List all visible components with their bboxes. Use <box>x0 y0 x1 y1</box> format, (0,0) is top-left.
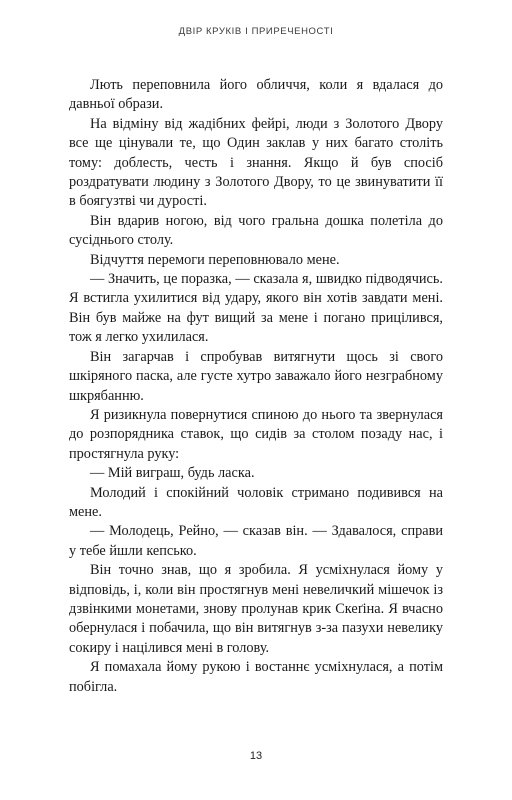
running-header: ДВІР КРУКІВ І ПРИРЕЧЕНОСТІ <box>178 26 334 37</box>
page-number: 13 <box>249 750 263 762</box>
paragraph: На відміну від жадібних фейрі, люди з Золотого Двору все ще цінували те, що Один заклав у них багато століть тому: доблесть, честь і знання. Якщо й був спосіб роздратувати людину з Золотого Двору, то це звинуватити її в боягузтві чи дурості. <box>69 115 443 210</box>
paragraph: — Молодець, Рейно, — сказав він. — Здавалося, справи у тебе йшли кепсько. <box>69 523 443 559</box>
paragraph: Він загарчав і спробував витягнути щось зі свого шкіряного паска, але густе хутро заважало його незграбному шкрябанню. <box>69 348 443 404</box>
paragraph: Відчуття перемоги переповнювало мене. <box>90 251 340 268</box>
paragraph: — Значить, це поразка, — сказала я, швидко підводячись. Я встигла ухилитися від удару, якого він хотів завдати мені. Він був майже на фут вищий за мене і погано прицілився, тож я легко ухилилася. <box>69 271 443 346</box>
paragraph: Я ризикнула повернутися спиною до нього та звернулася до розпорядника ставок, що сидів за столом позаду нас, і простягнула руку: <box>69 406 443 462</box>
paragraph: Він точно знав, що я зробила. Я усміхнулася йому у відповідь, і, коли він простягнув мені невеличкий мішечок із дзвінкими монетами, знову пролунав крик Скеґіна. Я вчасно обернулася і побачила, що він витягнув з-за пазухи невелику сокиру і націлився мені в голову. <box>69 562 443 656</box>
paragraph: Я помахала йому рукою і востаннє усміхнулася, а потім побігла. <box>69 659 443 695</box>
paragraph: — Мій виграш, будь ласка. <box>90 465 255 482</box>
paragraph: Він вдарив ногою, від чого гральна дошка полетіла до сусіднього столу. <box>69 212 443 249</box>
paragraph: Лють переповнила його обличчя, коли я вдалася до давньої образи. <box>69 77 443 113</box>
paragraph: Молодий і спокійний чоловік стримано подивився на мене. <box>69 484 443 520</box>
body-text <box>69 76 443 697</box>
